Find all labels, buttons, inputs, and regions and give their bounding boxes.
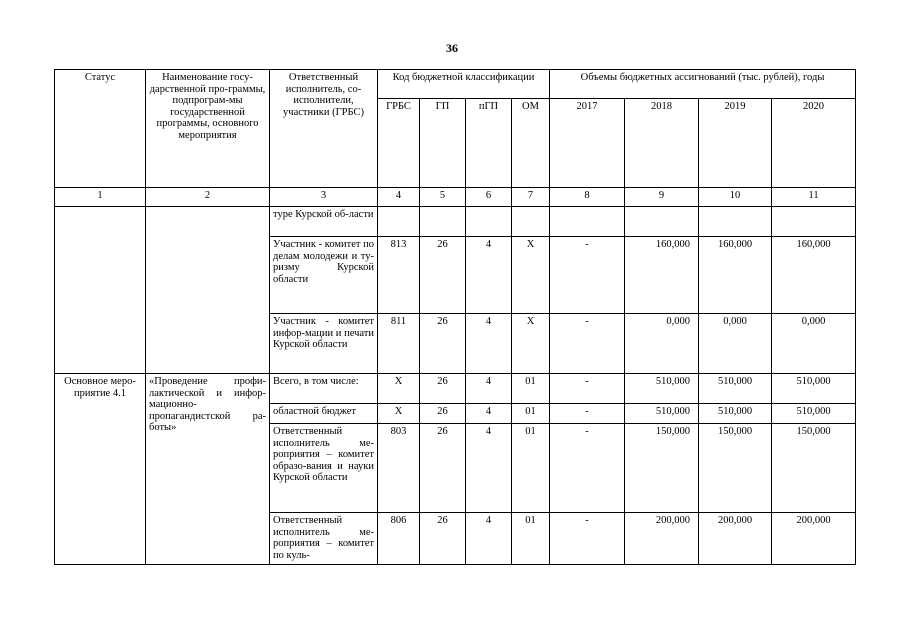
header-executor: Ответственный исполнитель, со-исполнители, участники (ГРБС) bbox=[270, 70, 378, 188]
value-2020: 0,000 bbox=[772, 314, 856, 374]
header-status: Статус bbox=[55, 70, 146, 188]
header-gp: ГП bbox=[420, 99, 466, 188]
gp-cell: 26 bbox=[420, 424, 466, 513]
column-number-row bbox=[55, 188, 856, 207]
value-2017: - bbox=[550, 513, 625, 565]
grbs-cell: X bbox=[378, 404, 420, 424]
value-2018 bbox=[625, 207, 699, 237]
col-num: 3 bbox=[270, 188, 378, 207]
col-num: 7 bbox=[512, 188, 550, 207]
om-cell: X bbox=[512, 314, 550, 374]
value-2020: 510,000 bbox=[772, 404, 856, 424]
gp-cell: 26 bbox=[420, 314, 466, 374]
pgp-cell: 4 bbox=[466, 374, 512, 404]
value-2020 bbox=[772, 207, 856, 237]
gp-cell bbox=[420, 207, 466, 237]
gp-cell: 26 bbox=[420, 404, 466, 424]
value-2018: 510,000 bbox=[625, 374, 699, 404]
value-2018: 510,000 bbox=[625, 404, 699, 424]
pgp-cell: 4 bbox=[466, 237, 512, 314]
gp-cell: 26 bbox=[420, 513, 466, 565]
om-cell: 01 bbox=[512, 404, 550, 424]
value-2018: 0,000 bbox=[625, 314, 699, 374]
executor-cell: Участник - комитет инфор-мации и печати Курской области bbox=[270, 314, 378, 374]
value-2020: 510,000 bbox=[772, 374, 856, 404]
om-cell: X bbox=[512, 237, 550, 314]
executor-cell: Ответственный исполнитель ме-роприятия – комитет по куль- bbox=[270, 513, 378, 565]
executor-cell: областной бюджет bbox=[270, 404, 378, 424]
header-row-1 bbox=[55, 70, 856, 99]
col-num: 9 bbox=[625, 188, 699, 207]
page-number: 36 bbox=[446, 41, 458, 55]
header-grbs: ГРБС bbox=[378, 99, 420, 188]
om-cell: 01 bbox=[512, 513, 550, 565]
budget-table bbox=[54, 69, 856, 565]
table-row bbox=[55, 374, 856, 404]
col-num: 6 bbox=[466, 188, 512, 207]
grbs-cell bbox=[378, 207, 420, 237]
value-2017: - bbox=[550, 237, 625, 314]
value-2019 bbox=[699, 207, 772, 237]
table-row bbox=[55, 207, 856, 237]
status-cell bbox=[55, 207, 146, 374]
header-year-2020: 2020 bbox=[772, 99, 856, 188]
status-cell: Основное меро-приятие 4.1 bbox=[55, 374, 146, 565]
value-2017 bbox=[550, 207, 625, 237]
om-cell bbox=[512, 207, 550, 237]
executor-cell: Участник - комитет по делам молодежи и ту-ризму Курской области bbox=[270, 237, 378, 314]
value-2020: 150,000 bbox=[772, 424, 856, 513]
value-2019: 510,000 bbox=[699, 404, 772, 424]
header-pgp: пГП bbox=[466, 99, 512, 188]
grbs-cell: 806 bbox=[378, 513, 420, 565]
col-num: 10 bbox=[699, 188, 772, 207]
value-2018: 200,000 bbox=[625, 513, 699, 565]
header-om: ОМ bbox=[512, 99, 550, 188]
name-cell: «Проведение профи-лактической и инфор-мационно-пропагандистской ра-боты» bbox=[146, 374, 270, 565]
pgp-cell: 4 bbox=[466, 424, 512, 513]
header-year-2017: 2017 bbox=[550, 99, 625, 188]
grbs-cell: 811 bbox=[378, 314, 420, 374]
value-2019: 510,000 bbox=[699, 374, 772, 404]
om-cell: 01 bbox=[512, 424, 550, 513]
value-2017: - bbox=[550, 424, 625, 513]
grbs-cell: X bbox=[378, 374, 420, 404]
pgp-cell: 4 bbox=[466, 513, 512, 565]
gp-cell: 26 bbox=[420, 374, 466, 404]
col-num: 11 bbox=[772, 188, 856, 207]
header-year-2019: 2019 bbox=[699, 99, 772, 188]
pgp-cell: 4 bbox=[466, 314, 512, 374]
value-2019: 0,000 bbox=[699, 314, 772, 374]
col-num: 8 bbox=[550, 188, 625, 207]
col-num: 2 bbox=[146, 188, 270, 207]
value-2018: 150,000 bbox=[625, 424, 699, 513]
value-2020: 200,000 bbox=[772, 513, 856, 565]
executor-cell: Всего, в том числе: bbox=[270, 374, 378, 404]
header-budget-code: Код бюджетной классификации bbox=[378, 70, 550, 99]
col-num: 5 bbox=[420, 188, 466, 207]
value-2019: 200,000 bbox=[699, 513, 772, 565]
om-cell: 01 bbox=[512, 374, 550, 404]
header-year-2018: 2018 bbox=[625, 99, 699, 188]
executor-cell: туре Курской об-ласти bbox=[270, 207, 378, 237]
grbs-cell: 813 bbox=[378, 237, 420, 314]
value-2019: 150,000 bbox=[699, 424, 772, 513]
grbs-cell: 803 bbox=[378, 424, 420, 513]
col-num: 4 bbox=[378, 188, 420, 207]
col-num: 1 bbox=[55, 188, 146, 207]
header-name: Наименование госу-дарственной про-граммы, подпрограм-мы государственной программы, основного мероприятия bbox=[146, 70, 270, 188]
executor-cell: Ответственный исполнитель ме-роприятия – комитет образо-вания и науки Курской области bbox=[270, 424, 378, 513]
value-2017: - bbox=[550, 374, 625, 404]
value-2018: 160,000 bbox=[625, 237, 699, 314]
pgp-cell: 4 bbox=[466, 404, 512, 424]
value-2017: - bbox=[550, 404, 625, 424]
name-cell bbox=[146, 207, 270, 374]
gp-cell: 26 bbox=[420, 237, 466, 314]
value-2020: 160,000 bbox=[772, 237, 856, 314]
value-2017: - bbox=[550, 314, 625, 374]
header-volumes: Объемы бюджетных ассигнований (тыс. рублей), годы bbox=[550, 70, 856, 99]
value-2019: 160,000 bbox=[699, 237, 772, 314]
pgp-cell bbox=[466, 207, 512, 237]
